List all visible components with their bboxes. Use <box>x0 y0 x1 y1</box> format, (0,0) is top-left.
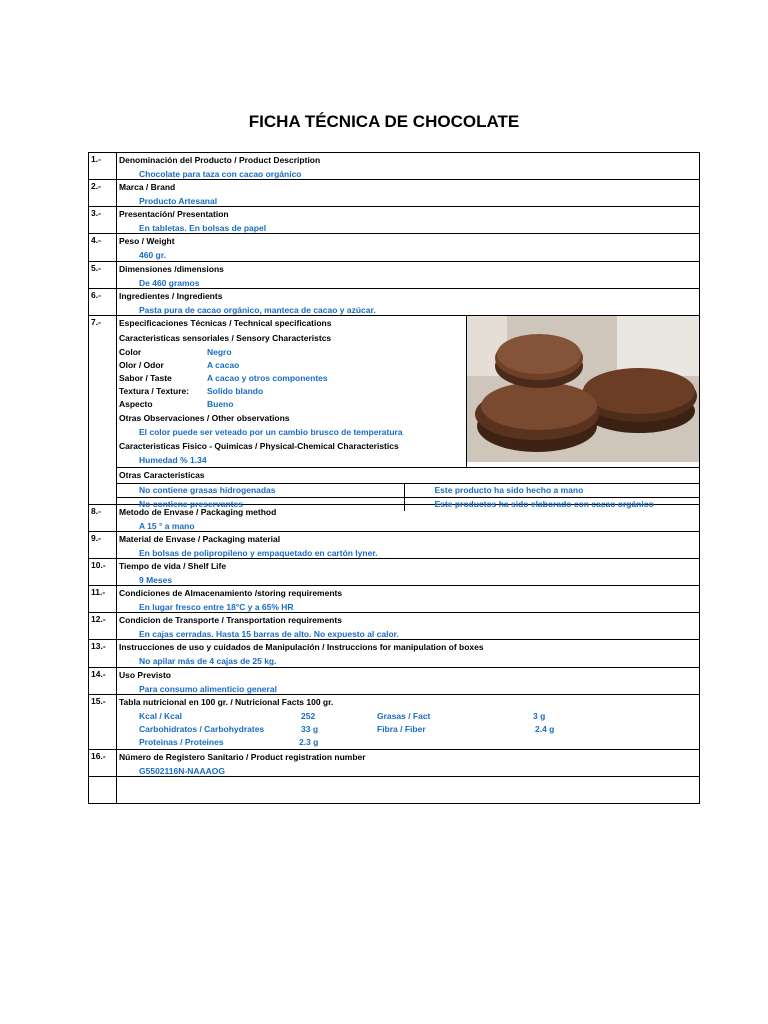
row-number: 5.- <box>89 262 117 288</box>
table-row <box>89 153 699 180</box>
table-row <box>89 289 699 316</box>
row-number: 1.- <box>89 153 117 179</box>
row-label: Peso / Weight <box>119 236 175 246</box>
nutrition-line: Carbohidratos / Carbohydrates 33 g Fibra / Fiber 2.4 g <box>139 724 555 734</box>
row-value: Pasta pura de cacao orgánico, manteca de cacao y azúcar. <box>139 305 376 315</box>
row-number: 15.- <box>89 695 117 749</box>
chocolate-photo <box>467 316 699 462</box>
spec-texture: Textura / Texture: Solido blando <box>119 386 264 396</box>
row-value: En bolsas de polipropileno y empaquetado en cartón lyner. <box>139 548 378 558</box>
table-row <box>89 559 699 586</box>
table-row <box>89 234 699 262</box>
table-row <box>89 640 699 668</box>
table-row <box>89 180 699 207</box>
row-label: Especificaciones Técnicas / Technical specifications <box>119 318 332 328</box>
row-number: 4.- <box>89 234 117 261</box>
row-label: Instrucciones de uso y cuidados de Manipulación / Instruccions for manipulation of boxes <box>119 642 484 652</box>
physchem-label: Caracteristicas Fisico - Quimicas / Physical-Chemical Characteristics <box>119 441 399 451</box>
table-row-nutrition <box>89 695 699 750</box>
row-value: Chocolate para taza con cacao orgánico <box>139 169 302 179</box>
row-value: 9 Meses <box>139 575 173 585</box>
table-row <box>89 613 699 640</box>
spec-aspect: Aspecto Bueno <box>119 399 234 409</box>
characteristic-item: Este producto ha sido hecho a mano <box>434 485 584 495</box>
table-row-empty <box>89 777 699 803</box>
row-label: Ingredientes / Ingredients <box>119 291 223 301</box>
row-label: Condiciones de Almacenamiento /storing requirements <box>119 588 343 598</box>
spec-taste: Sabor / Taste A cacao y otros componentes <box>119 373 328 383</box>
row-number <box>89 777 117 803</box>
nutrition-line: Proteinas / Proteines 2.3 g <box>139 737 319 747</box>
table-row <box>89 532 699 559</box>
other-observations-label: Otras Observaciones / Other observations <box>119 413 290 423</box>
row-label: Marca / Brand <box>119 182 176 192</box>
characteristic-item: No contiene grasas hidrogenadas <box>117 484 405 497</box>
other-characteristics-label: Otras Caracteristicas <box>119 470 205 480</box>
row-value: Producto Artesanal <box>139 196 218 206</box>
table-row <box>89 750 699 777</box>
table-row <box>89 586 699 613</box>
row-label: Condicion de Transporte / Transportation requirements <box>119 615 342 625</box>
row-number: 3.- <box>89 207 117 233</box>
table-row-specifications <box>89 316 699 509</box>
row-value: No apilar más de 4 cajas de 25 kg. <box>139 656 277 666</box>
row-label: Tabla nutricional en 100 gr. / Nutricional Facts 100 gr. <box>119 697 334 707</box>
row-value: De 460 gramos <box>139 278 200 288</box>
table-row <box>89 668 699 695</box>
row-label: Número de Registero Sanitario / Product registration number <box>119 752 366 762</box>
characteristic-item: Este productos ha sido elaborado con cacao orgánico <box>434 499 654 509</box>
characteristic-item: No contiene preservantes <box>117 498 405 511</box>
nutrition-line: Kcal / Kcal 252 Grasas / Fact 3 g <box>139 711 546 721</box>
row-value: Para consumo alimenticio general <box>139 684 277 694</box>
spec-color: Color Negro <box>119 347 232 357</box>
row-number: 13.- <box>89 640 117 667</box>
row-label: Dimensiones /dimensions <box>119 264 224 274</box>
row-value: En lugar fresco entre 18°C y a 65% HR <box>139 602 294 612</box>
row-value: En tabletas. En bolsas de papel <box>139 223 267 233</box>
sensory-label: Caracteristicas sensoriales / Sensory Characteristcs <box>119 333 332 343</box>
document-title: FICHA TÉCNICA DE CHOCOLATE <box>248 112 520 131</box>
row-number: 16.- <box>89 750 117 776</box>
spec-odor: Olor / Odor A cacao <box>119 360 240 370</box>
row-number: 8.- <box>89 505 117 531</box>
row-value: 460 gr. <box>139 250 166 260</box>
row-value: G5502116N-NAAAOG <box>139 766 225 776</box>
row-value: En cajas cerradas. Hasta 15 barras de alto. No expuesto al calor. <box>139 629 399 639</box>
row-number: 14.- <box>89 668 117 694</box>
row-number: 6.- <box>89 289 117 315</box>
row-label: Uso Previsto <box>119 670 171 680</box>
row-label: Denominación del Producto / Product Description <box>119 155 321 165</box>
row-label: Material de Envase / Packaging material <box>119 534 281 544</box>
row-number: 11.- <box>89 586 117 612</box>
table-row <box>89 262 699 289</box>
row-number: 9.- <box>89 532 117 558</box>
spec-table <box>88 152 700 804</box>
table-row <box>89 207 699 234</box>
row-number: 2.- <box>89 180 117 206</box>
row-number: 12.- <box>89 613 117 639</box>
table-row <box>89 505 699 532</box>
row-label: Tiempo de vida / Shelf Life <box>119 561 227 571</box>
row-label: Metodo de Envase / Packaging method <box>119 507 277 517</box>
row-label: Presentación/ Presentation <box>119 209 229 219</box>
row-number: 7.- <box>89 316 117 504</box>
row-number: 10.- <box>89 559 117 585</box>
other-observations-value: El color puede ser veteado por un cambio brusco de temperatura <box>139 427 403 437</box>
humidity-value: Humedad % 1.34 <box>139 455 207 465</box>
row-value: A 15 ° a mano <box>139 521 195 531</box>
